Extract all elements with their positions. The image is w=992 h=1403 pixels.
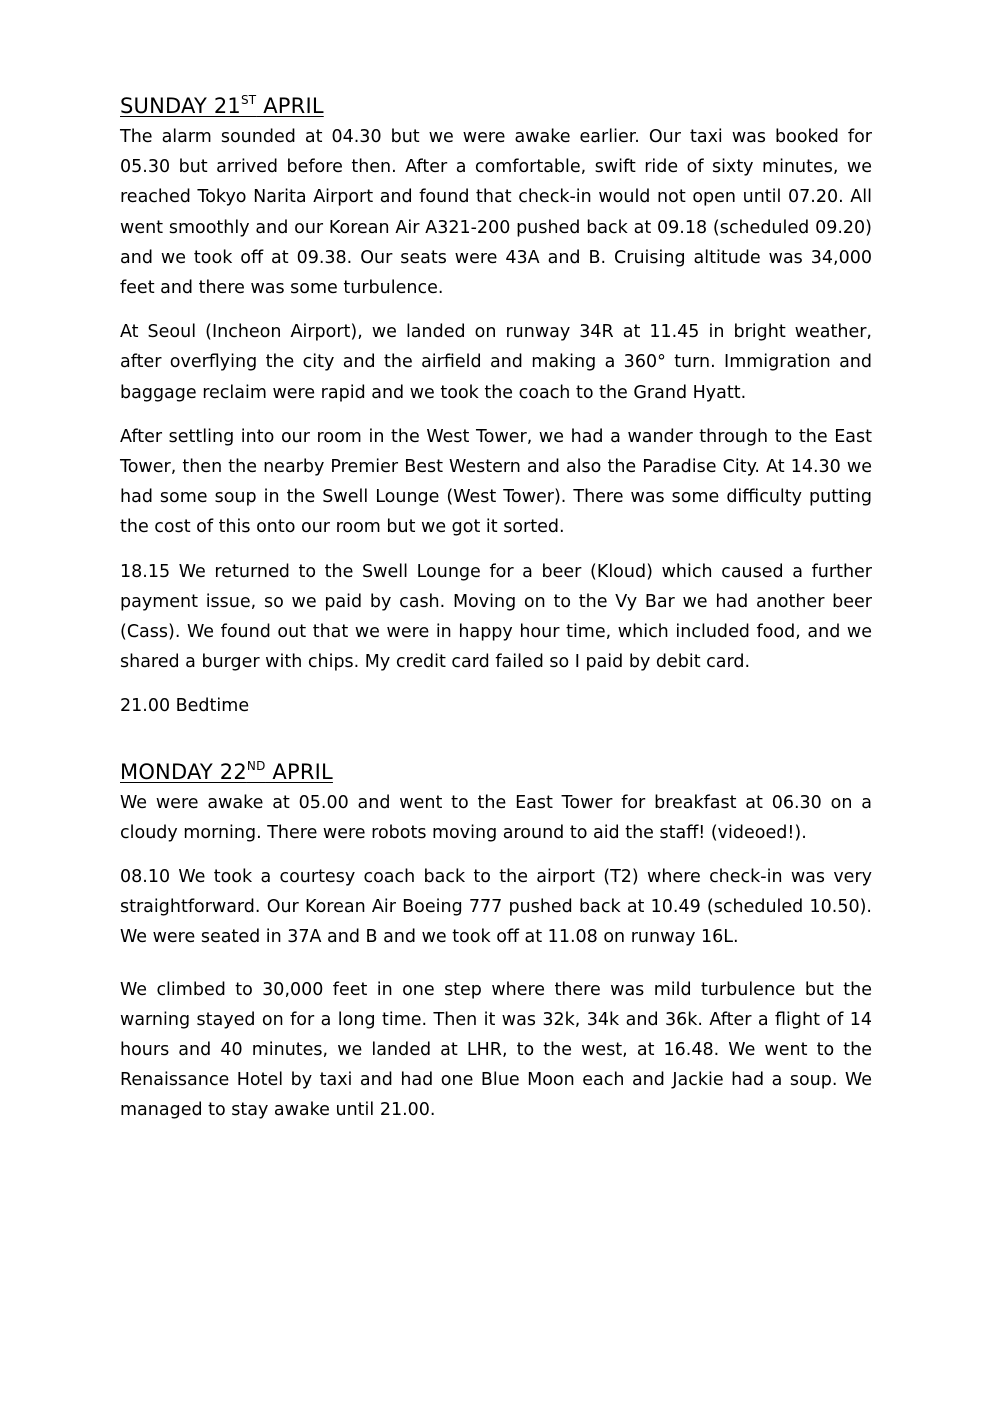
section-sunday (120, 92, 872, 722)
paragraph: 21.00 Bedtime (120, 696, 250, 717)
section-monday (120, 758, 872, 1126)
heading-ordinal: ND (246, 758, 266, 773)
document-page (120, 92, 872, 1140)
paragraph: We climbed to 30,000 feet in one step where there was mild turbulence but the warning stayed on for a long time. Then it was 32k, 34k and 36k. After a flight of 14 hours and 40 minutes, we landed at LHR, to the west, at 16.48. We went to the Renaissance Hotel by taxi and had one Blue Moon each and Jackie had a soup. We managed to stay awake until 21.00. (120, 979, 872, 1121)
paragraph: 18.15 We returned to the Swell Lounge for a beer (Kloud) which caused a further payment issue, so we paid by cash. Moving on to the Vy Bar we had another beer (Cass). We found out that we were in happy hour time, which included food, and we shared a burger with chips. My credit card failed so I paid by debit card. (120, 561, 872, 673)
section-heading (120, 758, 872, 786)
heading-ordinal: ST (240, 93, 257, 107)
heading-prefix: MONDAY 22 (120, 759, 247, 784)
paragraph: We were awake at 05.00 and went to the East Tower for breakfast at 06.30 on a cloudy morning. There were robots moving around to aid the staff! (videoed!). (120, 792, 872, 843)
heading-suffix: APRIL (256, 94, 324, 118)
section-heading (120, 92, 872, 120)
paragraph: After settling into our room in the West Tower, we had a wander through to the East Tower, then the nearby Premier Best Western and also the Paradise City. At 14.30 we had some soup in the Swell Lounge (West Tower). There was some difficulty putting the cost of this onto our room but we got it sorted. (120, 426, 872, 538)
paragraph: At Seoul (Incheon Airport), we landed on runway 34R at 11.45 in bright weather, after overflying the city and the airfield and making a 360° turn. Immigration and baggage reclaim were rapid and we took the coach to the Grand Hyatt. (120, 322, 872, 403)
paragraph: The alarm sounded at 04.30 but we were awake earlier. Our taxi was booked for 05.30 but arrived before then. After a comfortable, swift ride of sixty minutes, we reached Tokyo Narita Airport and found that check-in would not open until 07.20. All went smoothly and our Korean Air A321-200 pushed back at 09.18 (scheduled 09.20) and we took off at 09.38. Our seats were 43A and B. Cruising altitude was 34,000 feet and there was some turbulence. (120, 127, 872, 299)
heading-suffix: APRIL (265, 759, 333, 784)
heading-prefix: SUNDAY 21 (120, 94, 241, 118)
paragraph: 08.10 We took a courtesy coach back to the airport (T2) where check-in was very straightforward. Our Korean Air Boeing 777 pushed back at 10.49 (scheduled 10.50). We were seated in 37A and B and we took off at 11.08 on runway 16L. (120, 867, 872, 948)
